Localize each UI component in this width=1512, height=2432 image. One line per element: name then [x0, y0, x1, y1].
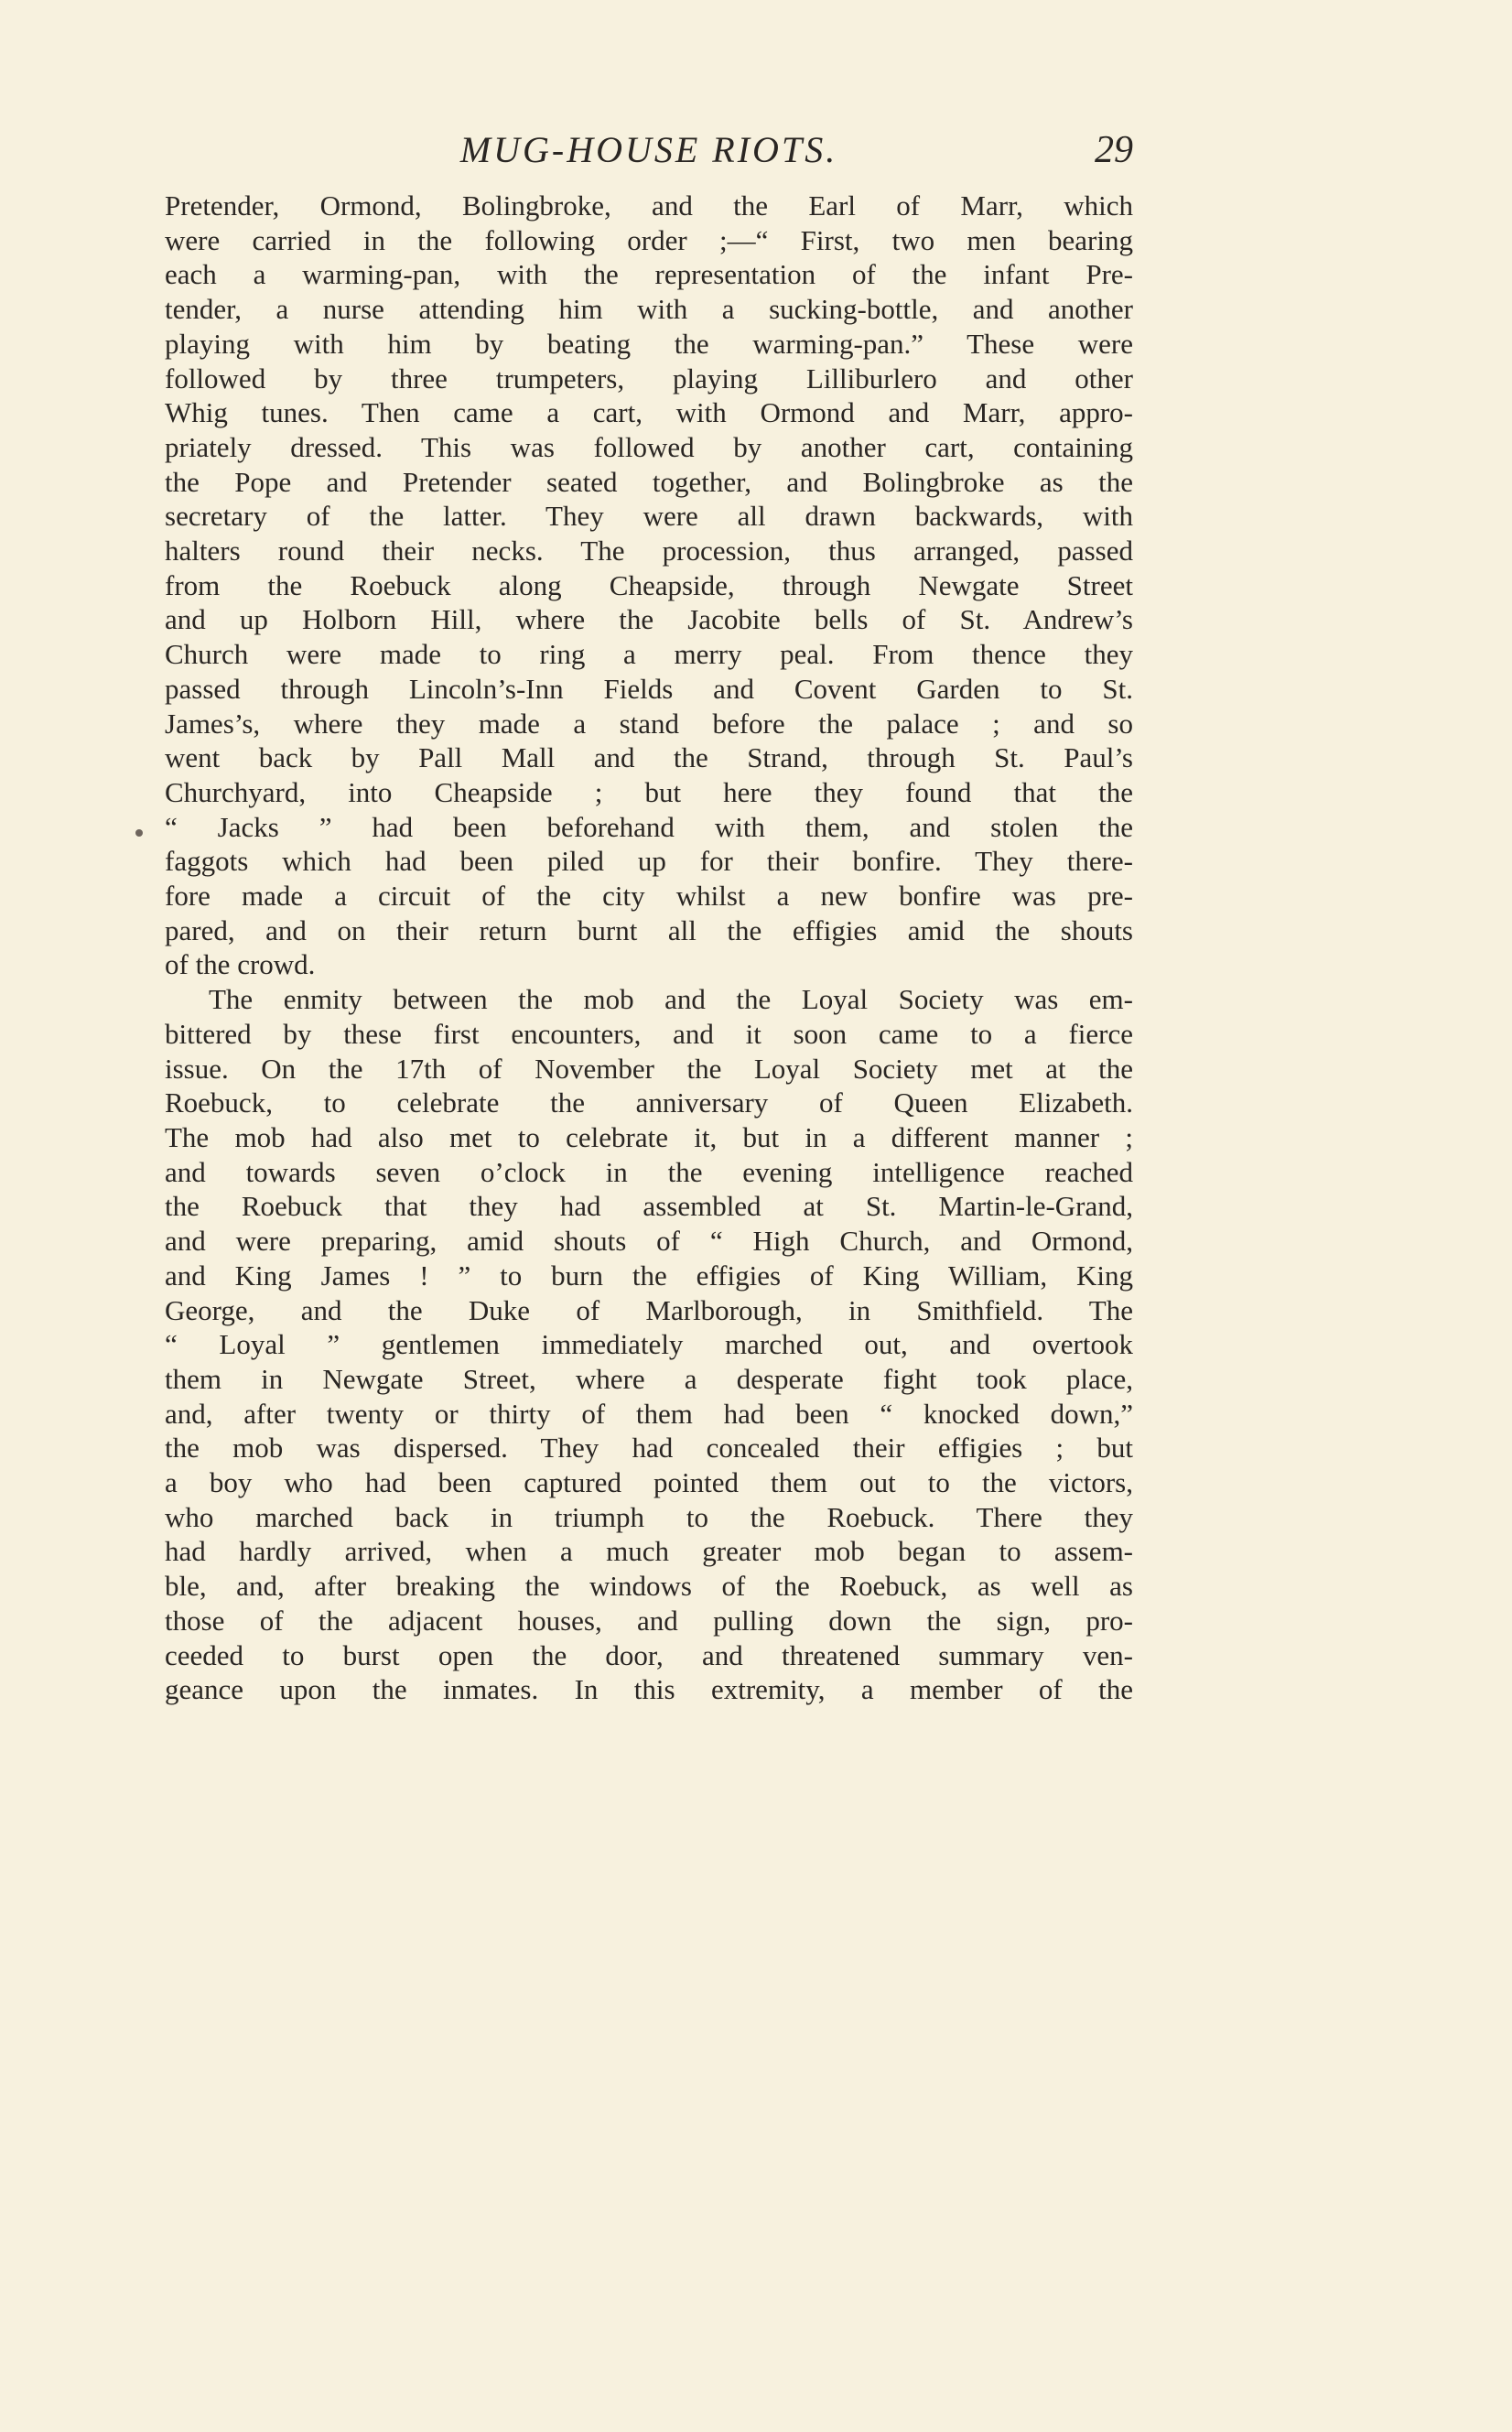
text-line: Pretender, Ormond, Bolingbroke, and the Earl of Marr, which — [165, 189, 1133, 222]
text-line: and, after twenty or thirty of them had been “ knocked down,” — [165, 1397, 1133, 1430]
text-line: went back by Pall Mall and the Strand, through St. Paul’s — [165, 741, 1133, 774]
text-line: playing with him by beating the warming-pan.” These were — [165, 327, 1133, 360]
text-line: followed by three trumpeters, playing Lilliburlero and other — [165, 362, 1133, 395]
text-line: those of the adjacent houses, and pulling down the sign, pro- — [165, 1604, 1133, 1637]
text-line: and towards seven o’clock in the evening intelligence reached — [165, 1155, 1133, 1188]
text-line: tender, a nurse attending him with a sucking-bottle, and another — [165, 293, 1133, 326]
text-line: and up Holborn Hill, where the Jacobite bells of St. Andrew’s — [165, 603, 1133, 636]
text-line: them in Newgate Street, where a desperate fight took place, — [165, 1362, 1133, 1395]
text-line: ble, and, after breaking the windows of the Roebuck, as well as — [165, 1570, 1133, 1603]
text-line: The mob had also met to celebrate it, but in a different manner ; — [165, 1120, 1133, 1153]
text-line: each a warming-pan, with the representation of the infant Pre- — [165, 258, 1133, 291]
text-line: secretary of the latter. They were all drawn backwards, with — [165, 500, 1133, 533]
text-line: bittered by these first encounters, and it soon came to a fierce — [165, 1017, 1133, 1050]
page-header — [165, 128, 1133, 174]
text-line: geance upon the inmates. In this extremity, a member of the — [165, 1673, 1133, 1706]
text-line: “ Loyal ” gentlemen immediately marched out, and overtook — [165, 1328, 1133, 1361]
text-line: the Pope and Pretender seated together, and Bolingbroke as the — [165, 465, 1133, 498]
margin-mark-icon — [135, 829, 143, 837]
text-line: Church were made to ring a merry peal. From thence they — [165, 638, 1133, 671]
text-line: halters round their necks. The procession, thus arranged, passed — [165, 535, 1133, 567]
running-head: MUG-HOUSE RIOTS. — [459, 129, 838, 170]
text-line: were carried in the following order ;—“ First, two men bearing — [165, 223, 1133, 256]
text-line: and King James ! ” to burn the effigies of King William, King — [165, 1259, 1133, 1292]
text-line: had hardly arrived, when a much greater mob began to assem- — [165, 1535, 1133, 1568]
body-text — [165, 189, 1133, 1707]
text-line: Roebuck, to celebrate the anniversary of Queen Elizabeth. — [165, 1086, 1133, 1119]
text-line: ceeded to burst open the door, and threatened summary ven- — [165, 1638, 1133, 1671]
text-line: George, and the Duke of Marlborough, in Smithfield. The — [165, 1293, 1133, 1326]
text-line: passed through Lincoln’s-Inn Fields and Covent Garden to St. — [165, 672, 1133, 705]
text-line: who marched back in triumph to the Roebuck. There they — [165, 1500, 1133, 1533]
text-line: James’s, where they made a stand before the palace ; and so — [165, 707, 1133, 740]
text-line: the mob was dispersed. They had concealed their effigies ; but — [165, 1432, 1133, 1465]
text-line: and were preparing, amid shouts of “ High Church, and Ormond, — [165, 1225, 1133, 1258]
text-line: of the crowd. — [165, 948, 316, 981]
text-line: The enmity between the mob and the Loyal Society was em- — [209, 983, 1133, 1016]
text-line: “ Jacks ” had been beforehand with them, and stolen the — [165, 810, 1133, 843]
text-line: from the Roebuck along Cheapside, through Newgate Street — [165, 568, 1133, 601]
text-line: priately dressed. This was followed by another cart, containing — [165, 430, 1133, 463]
page-number: 29 — [1095, 129, 1133, 171]
text-line: fore made a circuit of the city whilst a new bonfire was pre- — [165, 880, 1133, 913]
text-line: faggots which had been piled up for their bonfire. They there- — [165, 845, 1133, 878]
text-line: a boy who had been captured pointed them out to the victors, — [165, 1466, 1133, 1499]
text-line: the Roebuck that they had assembled at St. Martin-le-Grand, — [165, 1190, 1133, 1223]
text-line: Churchyard, into Cheapside ; but here they found that the — [165, 775, 1133, 808]
text-line: issue. On the 17th of November the Loyal Society met at the — [165, 1052, 1133, 1085]
text-line: Whig tunes. Then came a cart, with Ormond and Marr, appro- — [165, 396, 1133, 429]
text-line: pared, and on their return burnt all the effigies amid the shouts — [165, 913, 1133, 946]
